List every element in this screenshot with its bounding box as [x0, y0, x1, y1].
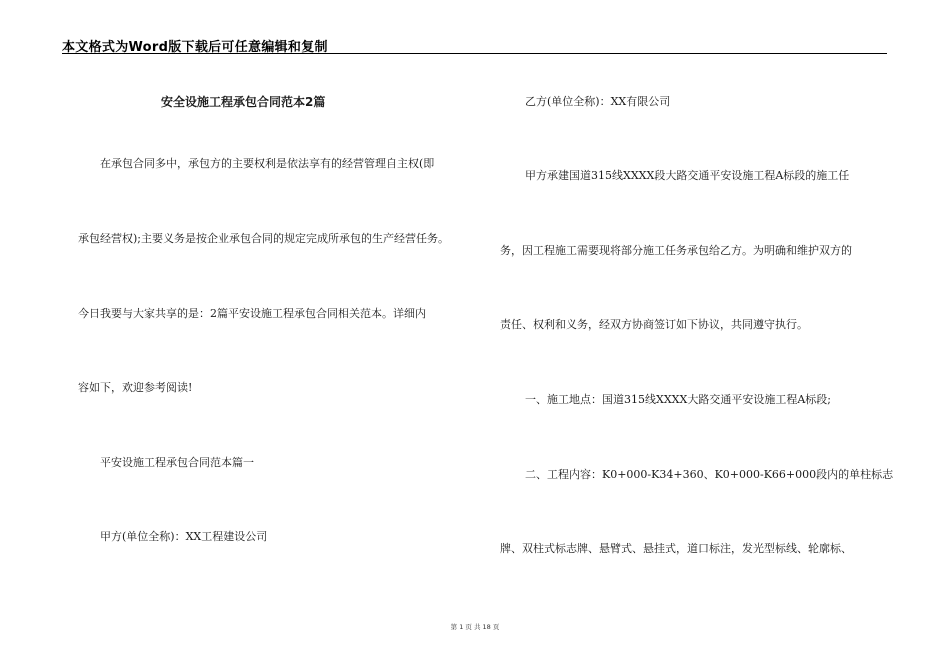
section-heading: 平安设施工程承包合同范本篇一	[100, 456, 254, 469]
paragraph-line: 甲方(单位全称)：XX工程建设公司	[100, 530, 268, 543]
page-indicator: 第 1 页 共 18 页	[450, 623, 500, 631]
header-divider	[62, 53, 887, 54]
paragraph-line: 二、工程内容：K0+000-K34+360、K0+000-K66+000段内的单柱标志	[525, 468, 894, 481]
document-banner: 本文格式为Word版下载后可任意编辑和复制	[62, 40, 328, 55]
paragraph-line: 甲方承建国道315线XXXX段大路交通平安设施工程A标段的施工任	[525, 169, 850, 182]
paragraph-line: 乙方(单位全称)：XX有限公司	[525, 95, 671, 108]
paragraph-line: 牌、双柱式标志牌、悬臂式、悬挂式，道口标注，发光型标线、轮廓标、	[500, 542, 852, 555]
document-title: 安全设施工程承包合同范本2篇	[161, 95, 326, 109]
paragraph-line: 今日我要与大家共享的是：2篇平安设施工程承包合同相关范本。详细内	[78, 307, 426, 320]
paragraph-line: 一、施工地点：国道315线XXXX大路交通平安设施工程A标段;	[525, 393, 831, 406]
paragraph-line: 务，因工程施工需要现将部分施工任务承包给乙方。为明确和维护双方的	[500, 244, 852, 257]
paragraph-line: 在承包合同多中，承包方的主要权利是依法享有的经营管理自主权(即	[100, 157, 435, 170]
paragraph-line: 承包经营权);主要义务是按企业承包合同的规定完成所承包的生产经营任务。	[78, 232, 449, 245]
paragraph-line: 容如下，欢迎参考阅读!	[78, 381, 193, 394]
paragraph-line: 责任、权利和义务，经双方协商签订如下协议，共同遵守执行。	[500, 318, 808, 331]
